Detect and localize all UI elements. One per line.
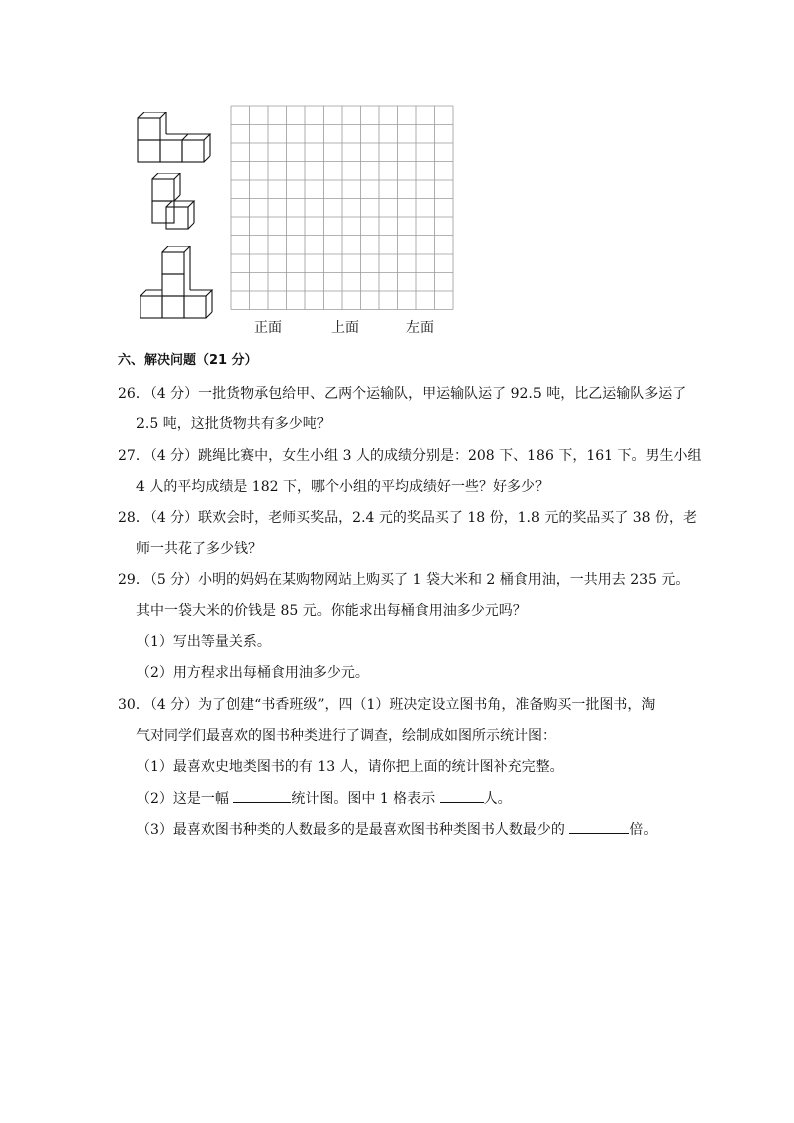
q29-sub-2: （2）用方程求出每桶食用油多少元。 <box>136 665 369 681</box>
q30-sub-2-text-a: （2）这是一幅 <box>136 791 229 807</box>
q30-line-1: 30．（4 分）为了创建“书香班级”，四（1）班决定设立图书角，准备购买一批图书，淘 <box>118 697 656 713</box>
q27-line-2: 4 人的平均成绩是 182 下，哪个小组的平均成绩好一些？好多少？ <box>136 479 549 495</box>
section-title: 六、解决问题（21 分） <box>118 353 258 368</box>
q29-line-2: 其中一袋大米的价钱是 85 元。你能求出每桶食用油多少元吗？ <box>136 603 527 619</box>
q26-line-2: 2.5 吨，这批货物共有多少吨？ <box>136 416 331 432</box>
q30-sub-3-text-b: 倍。 <box>629 822 658 838</box>
answer-blank-chart-type[interactable] <box>233 788 291 803</box>
q26-line-1: 26．（4 分）一批货物承包给甲、乙两个运输队，甲运输队运了 92.5 吨，比乙运输队多运了 <box>118 386 687 402</box>
view-label-left: 左面 <box>406 320 434 336</box>
q27-line-1: 27．（4 分）跳绳比赛中，女生小组 3 人的成绩分别是：208 下、186 下，161 下。男生小组 <box>118 448 702 464</box>
q30-sub-2 <box>136 788 512 809</box>
cube-figure-3 <box>140 246 216 320</box>
q30-sub-1: （1）最喜欢史地类图书的有 13 人，请你把上面的统计图补充完整。 <box>136 759 564 775</box>
cube-figure-2 <box>150 173 206 233</box>
q28-line-1: 28．（4 分）联欢会时，老师买奖品，2.4 元的奖品买了 18 份，1.8 元的奖品买了 38 份，老 <box>118 510 698 526</box>
q30-sub-3 <box>136 819 657 840</box>
q28-line-2: 师一共花了多少钱？ <box>136 541 262 557</box>
q30-sub-3-text-a: （3）最喜欢图书种类的人数最多的是最喜欢图书种类图书人数最少的 <box>136 822 565 838</box>
q30-sub-2-text-b: 统计图。图中 1 格表示 <box>291 791 436 807</box>
view-label-front: 正面 <box>254 320 282 336</box>
q29-sub-1: （1）写出等量关系。 <box>136 634 271 650</box>
view-label-top: 上面 <box>331 320 359 336</box>
q30-line-2: 气对同学们最喜欢的图书种类进行了调查，绘制成如图所示统计图： <box>136 728 556 744</box>
q30-sub-2-text-c: 人。 <box>483 791 512 807</box>
drawing-grid <box>230 105 454 335</box>
answer-blank-ratio[interactable] <box>569 819 629 834</box>
cube-figure-1 <box>136 112 216 164</box>
answer-blank-per-cell[interactable] <box>440 788 484 803</box>
q29-line-1: 29．（5 分）小明的妈妈在某购物网站上购买了 1 袋大米和 2 桶食用油，一共用去 235 元。 <box>118 572 690 588</box>
